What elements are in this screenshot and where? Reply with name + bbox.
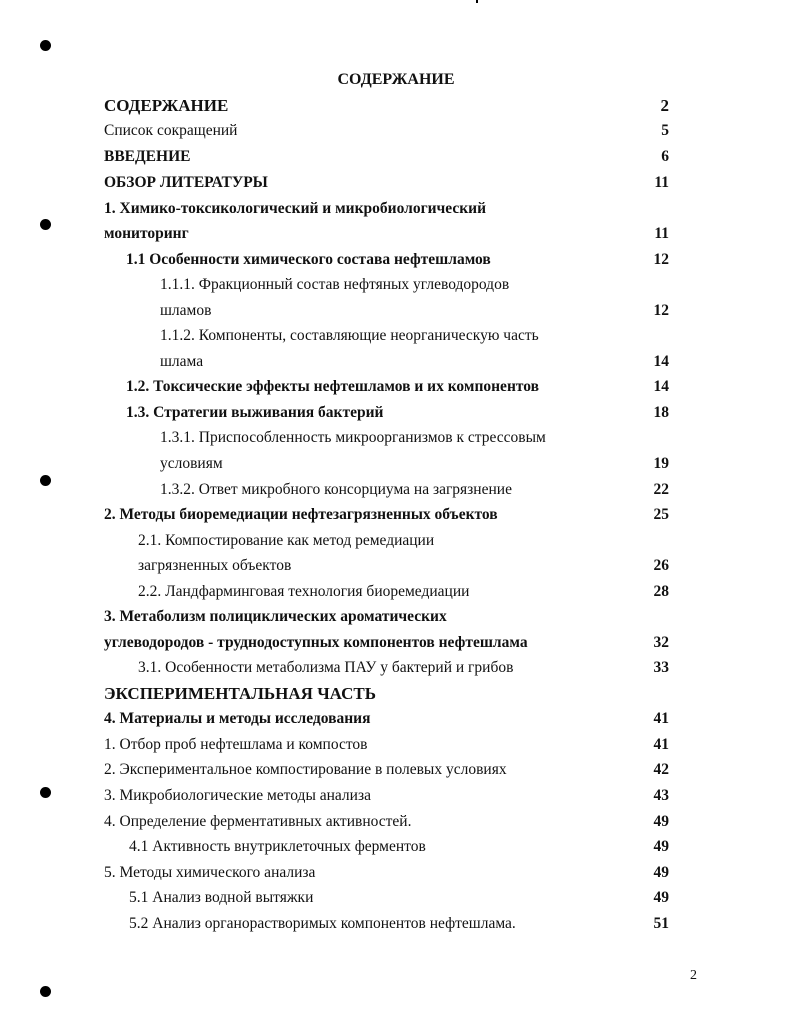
toc-entry-text: 2. Экспериментальное компостирование в полевых условиях — [104, 761, 507, 778]
toc-entry[interactable] — [0, 94, 792, 118]
toc-entry-page: 22 — [653, 481, 669, 498]
toc-entry-page: 49 — [653, 864, 669, 881]
binder-hole — [40, 986, 51, 997]
toc-entry-text: 4.1 Активность внутриклеточных ферментов — [129, 838, 426, 855]
toc-entry-page: 32 — [653, 634, 669, 651]
toc-entry[interactable] — [0, 886, 792, 910]
toc-entry[interactable] — [0, 707, 792, 731]
toc-entry-page: 19 — [653, 455, 669, 472]
toc-entry-page: 42 — [653, 761, 669, 778]
page-title: СОДЕРЖАНИЕ — [337, 71, 455, 88]
toc-entry[interactable] — [0, 733, 792, 757]
toc-entry[interactable] — [0, 529, 792, 553]
toc-entry-text: загрязненных объектов — [138, 557, 292, 574]
toc-entry[interactable] — [0, 324, 792, 348]
toc-entry-text: ОБЗОР ЛИТЕРАТУРЫ — [104, 174, 268, 191]
toc-entry-page: 2 — [660, 96, 669, 115]
toc-entry-page: 11 — [654, 225, 669, 242]
toc-entry-text: углеводородов - труднодоступных компонентов нефтешлама — [104, 634, 528, 651]
toc-entry[interactable] — [0, 656, 792, 680]
toc-entry[interactable] — [0, 119, 792, 143]
toc-entry[interactable] — [0, 912, 792, 936]
toc-entry-text: 1.1.1. Фракционный состав нефтяных углеводородов — [160, 276, 510, 293]
toc-entry-text: 2.1. Компостирование как метод ремедиации — [138, 532, 435, 549]
toc-entry[interactable] — [0, 248, 792, 272]
toc-entry[interactable] — [0, 682, 792, 706]
page-number: 2 — [690, 968, 697, 983]
toc-entry[interactable] — [0, 426, 792, 450]
toc-entry-text: 5.2 Анализ органорастворимых компонентов нефтешлама. — [129, 915, 516, 932]
toc-entry[interactable] — [0, 758, 792, 782]
toc-entry-text: СОДЕРЖАНИЕ — [104, 96, 229, 115]
toc-entry-page: 41 — [653, 710, 669, 727]
toc-entry-text: 5.1 Анализ водной вытяжки — [129, 889, 314, 906]
toc-entry[interactable] — [0, 835, 792, 859]
toc-entry-text: 4. Определение ферментативных активностей. — [104, 813, 412, 830]
toc-entry-text: мониторинг — [104, 225, 189, 242]
toc-entry-text: 5. Методы химического анализа — [104, 864, 316, 881]
toc-entry-page: 49 — [653, 838, 669, 855]
toc-entry[interactable] — [0, 784, 792, 808]
toc-entry-page: 43 — [653, 787, 669, 804]
toc-entry[interactable] — [0, 299, 792, 323]
toc-entry[interactable] — [0, 197, 792, 221]
toc-entry[interactable] — [0, 861, 792, 885]
toc-entry-text: шламов — [160, 302, 212, 319]
toc-entry-page: 18 — [653, 404, 669, 421]
toc-entry-page: 26 — [653, 557, 669, 574]
toc-entry-text: условиям — [160, 455, 223, 472]
toc-entry-text: 1.1 Особенности химического состава нефтешламов — [126, 251, 491, 268]
toc-entry[interactable] — [0, 503, 792, 527]
toc-entry[interactable] — [0, 222, 792, 246]
binder-hole — [40, 40, 51, 51]
toc-entry[interactable] — [0, 605, 792, 629]
toc-entry-page: 25 — [653, 506, 669, 523]
toc-entry-page: 12 — [653, 251, 669, 268]
toc-entry-text: Список сокращений — [104, 122, 238, 139]
toc-entry-text: ЭКСПЕРИМЕНТАЛЬНАЯ ЧАСТЬ — [104, 684, 376, 703]
toc-entry-text: 2.2. Ландфарминговая технология биоремедиации — [138, 583, 470, 600]
toc-entry-page: 49 — [653, 889, 669, 906]
toc-entry[interactable] — [0, 810, 792, 834]
toc-entry[interactable] — [0, 273, 792, 297]
toc-entry-text: 1.2. Токсические эффекты нефтешламов и их компонентов — [126, 378, 540, 395]
toc-entry-text: 1.3. Стратегии выживания бактерий — [126, 404, 384, 421]
toc-entry-page: 41 — [653, 736, 669, 753]
toc-entry[interactable] — [0, 375, 792, 399]
toc-entry[interactable] — [0, 554, 792, 578]
toc-entry[interactable] — [0, 631, 792, 655]
toc-entry-page: 6 — [661, 148, 669, 165]
toc-entry-page: 14 — [653, 353, 669, 370]
toc-entry-page: 5 — [661, 122, 669, 139]
toc-entry[interactable] — [0, 171, 792, 195]
toc-entry-text: 3. Метаболизм полициклических ароматических — [104, 608, 447, 625]
toc-entry-text: 1.3.2. Ответ микробного консорциума на загрязнение — [160, 481, 512, 498]
toc-entry-text: 2. Методы биоремедиации нефтезагрязненных объектов — [104, 506, 498, 523]
toc-entry-text: 1. Химико-токсикологический и микробиологический — [104, 200, 487, 217]
toc-entry-text: 1. Отбор проб нефтешлама и компостов — [104, 736, 368, 753]
toc-entry[interactable] — [0, 452, 792, 476]
toc-entry[interactable] — [0, 580, 792, 604]
toc-entry-text: ВВЕДЕНИЕ — [104, 148, 191, 165]
toc-entry-page: 28 — [653, 583, 669, 600]
toc-entry-page: 49 — [653, 813, 669, 830]
toc-entry[interactable] — [0, 145, 792, 169]
toc-entry-page: 51 — [653, 915, 669, 932]
toc-entry-text: 1.1.2. Компоненты, составляющие неорганическую часть — [160, 327, 539, 344]
scan-mark — [476, 0, 478, 3]
toc-entry-page: 14 — [653, 378, 669, 395]
toc-entry-page: 11 — [654, 174, 669, 191]
toc-entry[interactable] — [0, 478, 792, 502]
toc-entry-page: 12 — [653, 302, 669, 319]
toc-entry-text: 4. Материалы и методы исследования — [104, 710, 371, 727]
toc-entry-text: 3. Микробиологические методы анализа — [104, 787, 371, 804]
toc-entry-text: 3.1. Особенности метаболизма ПАУ у бактерий и грибов — [138, 659, 514, 676]
toc-entry-text: 1.3.1. Приспособленность микроорганизмов к стрессовым — [160, 429, 546, 446]
toc-entry[interactable] — [0, 350, 792, 374]
toc-entry-page: 33 — [653, 659, 669, 676]
toc-entry-text: шлама — [160, 353, 204, 370]
toc-entry[interactable] — [0, 401, 792, 425]
